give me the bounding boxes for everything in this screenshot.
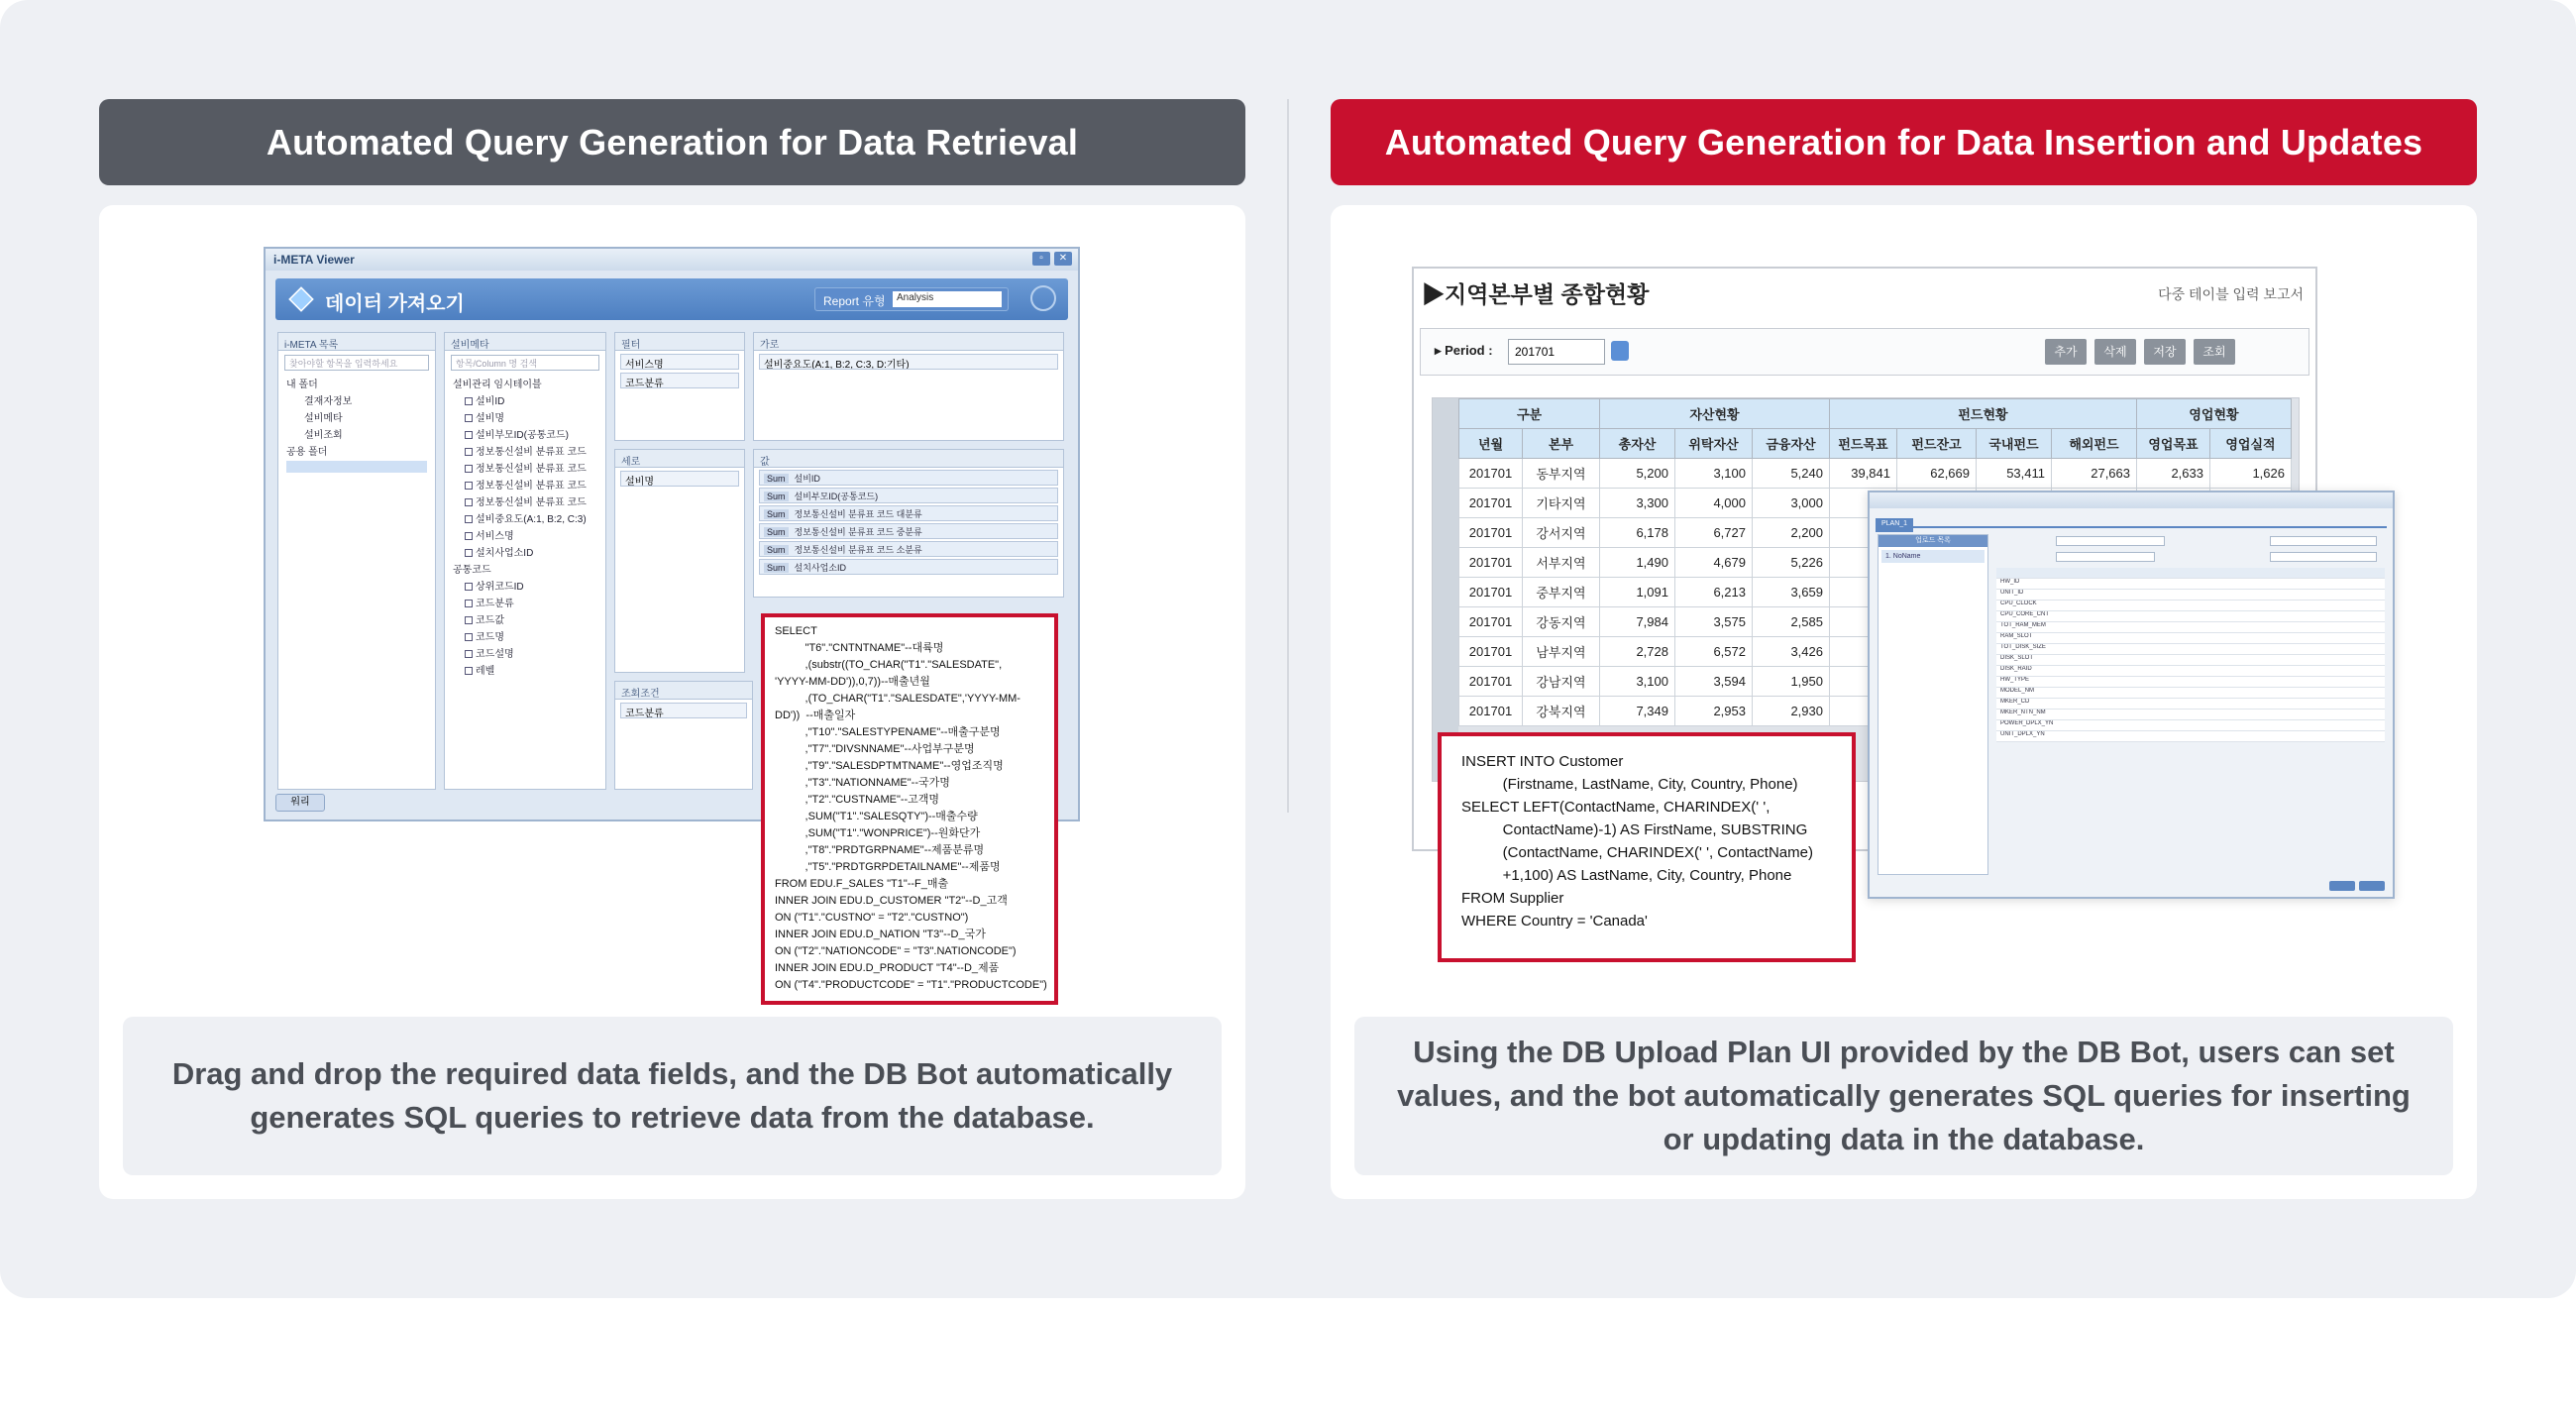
retrieval-column — [99, 99, 1245, 1199]
table-cell[interactable]: 201701 — [1459, 489, 1523, 518]
panel-title: 설비메타 — [445, 333, 605, 351]
meta-item[interactable]: 정보통신설비 분류표 코드 — [445, 476, 605, 492]
plan-tabbar — [1876, 512, 2387, 528]
plan-footer-buttons — [2329, 881, 2385, 891]
table-cell[interactable]: 3,659 — [1753, 578, 1830, 607]
add-button[interactable]: 추가 — [2045, 339, 2087, 365]
value-chip[interactable]: Sum 정보통신설비 분류표 코드 소분류 — [759, 541, 1058, 557]
report-type-select[interactable]: Analysis — [893, 291, 1002, 307]
panel-title: 필터 — [615, 333, 744, 351]
report-type-selector[interactable] — [814, 287, 1009, 311]
plan-name-input[interactable] — [2056, 536, 2165, 546]
confirm-button[interactable] — [2329, 881, 2355, 891]
table-cell[interactable]: 7,984 — [1600, 607, 1675, 637]
table-cell[interactable]: 201701 — [1459, 667, 1523, 697]
plan-row[interactable]: POWER_DPLX_YN — [1996, 720, 2385, 731]
plan-grid-header — [1996, 568, 2385, 579]
filter-panel — [614, 332, 745, 441]
report-subtitle: 다중 테이블 입력 보고서 — [2158, 286, 2304, 302]
table-cell[interactable]: 6,572 — [1675, 637, 1753, 667]
condition-chip[interactable]: 코드분류 — [620, 703, 747, 718]
column-header: 년월 — [1459, 429, 1523, 459]
meta-item[interactable]: 정보통신설비 분류표 코드 — [445, 459, 605, 476]
value-chip[interactable]: Sum 정보통신설비 분류표 코드 대분류 — [759, 505, 1058, 521]
table-cell[interactable]: 1,950 — [1753, 667, 1830, 697]
column-header: 위탁자산 — [1675, 429, 1753, 459]
meta-item[interactable]: 정보통신설비 분류표 코드 — [445, 442, 605, 459]
table-cell[interactable]: 동부지역 — [1523, 459, 1600, 489]
table-cell[interactable]: 1,490 — [1600, 548, 1675, 578]
panel-title: 값 — [754, 450, 1063, 468]
group-header: 펀드현황 — [1830, 399, 2137, 429]
table-cell[interactable]: 기타지역 — [1523, 489, 1600, 518]
selected-folder[interactable] — [286, 461, 427, 473]
plan-row[interactable]: DISK_RAID — [1996, 666, 2385, 677]
table-cell[interactable]: 3,300 — [1600, 489, 1675, 518]
report-title: ▶지역본부별 종합현황 — [1422, 281, 1650, 307]
table-cell[interactable]: 2,585 — [1753, 607, 1830, 637]
plan-row[interactable]: DISK_SLOT — [1996, 655, 2385, 666]
column-header-row — [1459, 429, 2292, 459]
meta-item[interactable]: 코드설명 — [445, 644, 605, 661]
column-header: 해외펀드 — [2052, 429, 2137, 459]
table-cell[interactable]: 201701 — [1459, 548, 1523, 578]
table-cell[interactable]: 2,930 — [1753, 697, 1830, 726]
cancel-button[interactable] — [2359, 881, 2385, 891]
save-button[interactable]: 저장 — [2144, 339, 2186, 365]
plan-settings — [1996, 534, 2385, 568]
value-panel — [753, 449, 1064, 598]
plan-list-item[interactable]: 1. NoName — [1881, 550, 1985, 563]
select-sql-box: SELECT "T6"."CNTNTNAME"--대륙명 ,(substr((TO_CHAR("T1"."SALESDATE", 'YYYY-MM-DD')),0,7))--매출년월 ,(TO_CHAR("T1"."SALESDATE",'YYYY-MM- DD')) --매출일자 ,"T10"."SALESTYPENAME"--매출구분명 ,"T7"."DIVSNNAME"--사업부구분명 ,"T9"."SALESDPTMTNAME"--영업조직명 ,"T3"."NATIONNAME"--국가명 ,"T2"."CUSTNAME"--고객명 ,SUM("T1"."SALESQTY")--매출수량 ,SUM("T1"."WONPRICE")--원화단가 ,"T8"."PRDTGRPNAME"--제품분류명 ,"T5"."PRDTGRPDETAILNAME"--제품명 FROM EDU.F_SALES "T1"--F_매출 INNER JOIN EDU.D_CUSTOMER "T2"--D_고객 ON ("T1"."CUSTNO" = "T2"."CUSTNO") INNER JOIN EDU.D_NATION "T3"--D_국가 ON ("T2"."NATIONCODE" = "T3".NATIONCODE") INNER JOIN EDU.D_PRODUCT "T4"--D_제품 ON ("T4"."PRODUCTCODE" = "T1"."PRODUCTCODE") — [761, 613, 1058, 1005]
plan-rows — [1996, 579, 2385, 742]
db-upload-plan-window — [1868, 491, 2395, 899]
retrieval-header: Automated Query Generation for Data Retrieval — [99, 99, 1245, 185]
value-chip[interactable]: Sum 설치사업소ID — [759, 559, 1058, 575]
table-cell[interactable]: 1,626 — [2210, 459, 2292, 489]
column-header: 펀드목표 — [1830, 429, 1897, 459]
insertion-column — [1331, 99, 2477, 1199]
tree-item[interactable]: 공용 폴더 — [286, 447, 328, 458]
tree-item[interactable]: 설비메타 — [304, 413, 343, 424]
meta-item[interactable]: 서비스명 — [445, 526, 605, 543]
table-cell[interactable]: 남부지역 — [1523, 637, 1600, 667]
table-cell[interactable]: 3,100 — [1600, 667, 1675, 697]
meta-item[interactable]: 설비명 — [445, 408, 605, 425]
column-header: 영업목표 — [2137, 429, 2210, 459]
table-cell[interactable]: 201701 — [1459, 518, 1523, 548]
meta-item[interactable]: 설치사업소ID — [445, 543, 605, 560]
row-panel — [753, 332, 1064, 441]
restore-icon[interactable]: ▫ — [1032, 252, 1050, 266]
table-cell[interactable]: 강동지역 — [1523, 607, 1600, 637]
column-chip[interactable]: 설비명 — [620, 471, 739, 487]
table-cell[interactable]: 27,663 — [2052, 459, 2137, 489]
table-cell[interactable]: 6,727 — [1675, 518, 1753, 548]
window-heading-bar — [275, 278, 1068, 320]
tree-item[interactable]: 결재자정보 — [304, 396, 353, 407]
plan-list-header: 업로드 목록 — [1878, 535, 1987, 547]
table-cell[interactable]: 3,594 — [1675, 667, 1753, 697]
plan-row[interactable]: TOT_RAM_MEM — [1996, 622, 2385, 633]
table-cell[interactable]: 5,200 — [1600, 459, 1675, 489]
window-heading: 데이터 가져오기 — [325, 293, 465, 315]
plan-table-input[interactable] — [2056, 552, 2155, 562]
plan-window-titlebar — [1870, 492, 2393, 508]
meta-item[interactable]: 정보통신설비 분류표 코드 — [445, 492, 605, 509]
query-button[interactable]: 워리 — [275, 794, 325, 812]
panel-title: 가로 — [754, 333, 1063, 351]
plan-row[interactable]: UNIT_DPLX_YN — [1996, 731, 2385, 742]
table-cell[interactable]: 5,240 — [1753, 459, 1830, 489]
table-cell[interactable]: 강남지역 — [1523, 667, 1600, 697]
panel-title: i-META 목록 — [278, 333, 435, 351]
meta-item[interactable]: 코드명 — [445, 627, 605, 644]
filter-chip[interactable]: 서비스명 — [620, 354, 739, 370]
table-cell[interactable]: 62,669 — [1897, 459, 1977, 489]
value-chip[interactable]: Sum 설비ID — [759, 470, 1058, 486]
group-header: 자산현황 — [1600, 399, 1830, 429]
table-cell[interactable]: 201701 — [1459, 578, 1523, 607]
meta-item[interactable]: 코드분류 — [445, 594, 605, 610]
meta-item[interactable]: 레벨 — [445, 661, 605, 678]
plan-row[interactable]: RAM_SLOT — [1996, 633, 2385, 644]
value-chip[interactable]: Sum 정보통신설비 분류표 코드 중분류 — [759, 523, 1058, 539]
value-chip[interactable]: Sum 설비부모ID(공통코드) — [759, 488, 1058, 503]
meta-item[interactable]: 코드값 — [445, 610, 605, 627]
table-row[interactable] — [1459, 459, 2292, 489]
table-cell[interactable]: 53,411 — [1977, 459, 2052, 489]
column-header: 금융자산 — [1753, 429, 1830, 459]
table-cell[interactable]: 중부지역 — [1523, 578, 1600, 607]
retrieval-caption: Drag and drop the required data fields, and the DB Bot automatically generates SQL queries to retrieve data from the database. — [123, 1017, 1222, 1175]
calendar-icon[interactable] — [1611, 341, 1629, 361]
table-cell[interactable]: 3,426 — [1753, 637, 1830, 667]
table-cell[interactable]: 3,000 — [1753, 489, 1830, 518]
plan-upload-list — [1878, 534, 1988, 875]
group-header: 영업현황 — [2137, 399, 2292, 429]
table-cell[interactable]: 3,100 — [1675, 459, 1753, 489]
plan-row[interactable]: CPU_CORE_CNT — [1996, 611, 2385, 622]
table-cell[interactable]: 2,728 — [1600, 637, 1675, 667]
table-cell[interactable]: 강북지역 — [1523, 697, 1600, 726]
column-header: 펀드잔고 — [1897, 429, 1977, 459]
panel-title: 조회조건 — [615, 682, 752, 700]
meta-item[interactable]: 공통코드 — [453, 565, 491, 576]
plan-row[interactable]: HW_ID — [1996, 579, 2385, 590]
close-icon[interactable]: ✕ — [1054, 252, 1072, 266]
tree-item[interactable]: 내 폴더 — [286, 380, 318, 390]
column-header: 본부 — [1523, 429, 1600, 459]
table-cell[interactable]: 5,226 — [1753, 548, 1830, 578]
column-header: 국내펀드 — [1977, 429, 2052, 459]
plan-mapping-grid — [1996, 534, 2385, 875]
search-button[interactable]: 조회 — [2194, 339, 2235, 365]
plan-row[interactable]: CPU_CLOCK — [1996, 601, 2385, 611]
plan-row[interactable]: HW_TYPE — [1996, 677, 2385, 688]
report-type-label: Report 유형 — [823, 294, 886, 308]
meta-item[interactable]: 설비관리 임시테이블 — [453, 380, 542, 390]
table-cell[interactable]: 4,679 — [1675, 548, 1753, 578]
plan-row[interactable]: MKER_NTN_NM — [1996, 710, 2385, 720]
period-label: ▸ Period : — [1435, 343, 1493, 358]
table-cell[interactable]: 강서지역 — [1523, 518, 1600, 548]
insert-sql-box: INSERT INTO Customer (Firstname, LastName, City, Country, Phone) SELECT LEFT(ContactName, CHARINDEX(' ', ContactName)-1) AS FirstName, SUBSTRING (ContactName, CHARINDEX(' ', ContactName) +1,100) AS LastName, City, Country, Phone FROM Supplier WHERE Country = 'Canada' — [1438, 732, 1856, 962]
plan-row[interactable]: MKER_CD — [1996, 699, 2385, 710]
table-cell[interactable]: 6,178 — [1600, 518, 1675, 548]
cube-icon — [288, 286, 313, 311]
insertion-header: Automated Query Generation for Data Insertion and Updates — [1331, 99, 2477, 185]
delete-button[interactable]: 삭제 — [2094, 339, 2136, 365]
table-cell[interactable]: 201701 — [1459, 697, 1523, 726]
meta-item[interactable]: 설비ID — [445, 391, 605, 408]
table-cell[interactable]: 6,213 — [1675, 578, 1753, 607]
window-title: i-META Viewer — [266, 249, 1078, 271]
table-cell[interactable]: 1,091 — [1600, 578, 1675, 607]
row-header-column — [1433, 398, 1458, 781]
condition-panel — [614, 681, 753, 790]
table-cell[interactable]: 서부지역 — [1523, 548, 1600, 578]
table-cell[interactable]: 7,349 — [1600, 697, 1675, 726]
meta-search-input[interactable]: 항목/Column 명 검색 — [451, 355, 599, 371]
meta-item[interactable]: 설비부모ID(공통코드) — [445, 425, 605, 442]
period-bar — [1420, 328, 2309, 376]
plan-row[interactable]: UNIT_ID — [1996, 590, 2385, 601]
panel-title: 세로 — [615, 450, 744, 468]
table-cell[interactable]: 201701 — [1459, 637, 1523, 667]
table-cell[interactable]: 39,841 — [1830, 459, 1897, 489]
tree-item[interactable]: 설비조회 — [304, 430, 343, 441]
settings-icon[interactable] — [1030, 285, 1056, 311]
window-controls — [1032, 252, 1072, 266]
table-cell[interactable]: 4,000 — [1675, 489, 1753, 518]
plan-tab[interactable]: PLAN_1 — [1876, 518, 1913, 532]
meta-item[interactable]: 설비중요도(A:1, B:2, C:3) — [445, 509, 605, 526]
plan-mode-select[interactable] — [2270, 552, 2377, 562]
insertion-caption: Using the DB Upload Plan UI provided by the DB Bot, users can set values, and the bot automatically generates SQL queries for inserting or updating data in the database. — [1354, 1017, 2453, 1175]
table-cell[interactable]: 2,200 — [1753, 518, 1830, 548]
meta-item[interactable]: 상위코드ID — [445, 577, 605, 594]
table-cell[interactable]: 2,633 — [2137, 459, 2210, 489]
period-input[interactable]: 201701 — [1508, 339, 1605, 365]
column-header: 총자산 — [1600, 429, 1675, 459]
meta-panel — [444, 332, 606, 790]
column-header: 영업실적 — [2210, 429, 2292, 459]
row-chip[interactable]: 설비중요도(A:1, B:2, C:3, D:기타) — [759, 354, 1058, 370]
table-cell[interactable]: 2,953 — [1675, 697, 1753, 726]
plan-option-select[interactable] — [2270, 536, 2377, 546]
table-cell[interactable]: 3,575 — [1675, 607, 1753, 637]
table-cell[interactable]: 201701 — [1459, 607, 1523, 637]
column-divider — [1287, 99, 1289, 813]
column-panel — [614, 449, 745, 673]
filter-chip[interactable]: 코드분류 — [620, 373, 739, 388]
imeta-list-panel — [277, 332, 436, 790]
plan-row[interactable]: TOT_DISK_SIZE — [1996, 644, 2385, 655]
list-search-input[interactable]: 찾아야할 항목을 입력하세요 — [284, 355, 429, 371]
table-cell[interactable]: 201701 — [1459, 459, 1523, 489]
group-header: 구분 — [1459, 399, 1600, 429]
insertion-card — [1331, 205, 2477, 1199]
retrieval-card — [99, 205, 1245, 1199]
plan-row[interactable]: MODEL_NM — [1996, 688, 2385, 699]
